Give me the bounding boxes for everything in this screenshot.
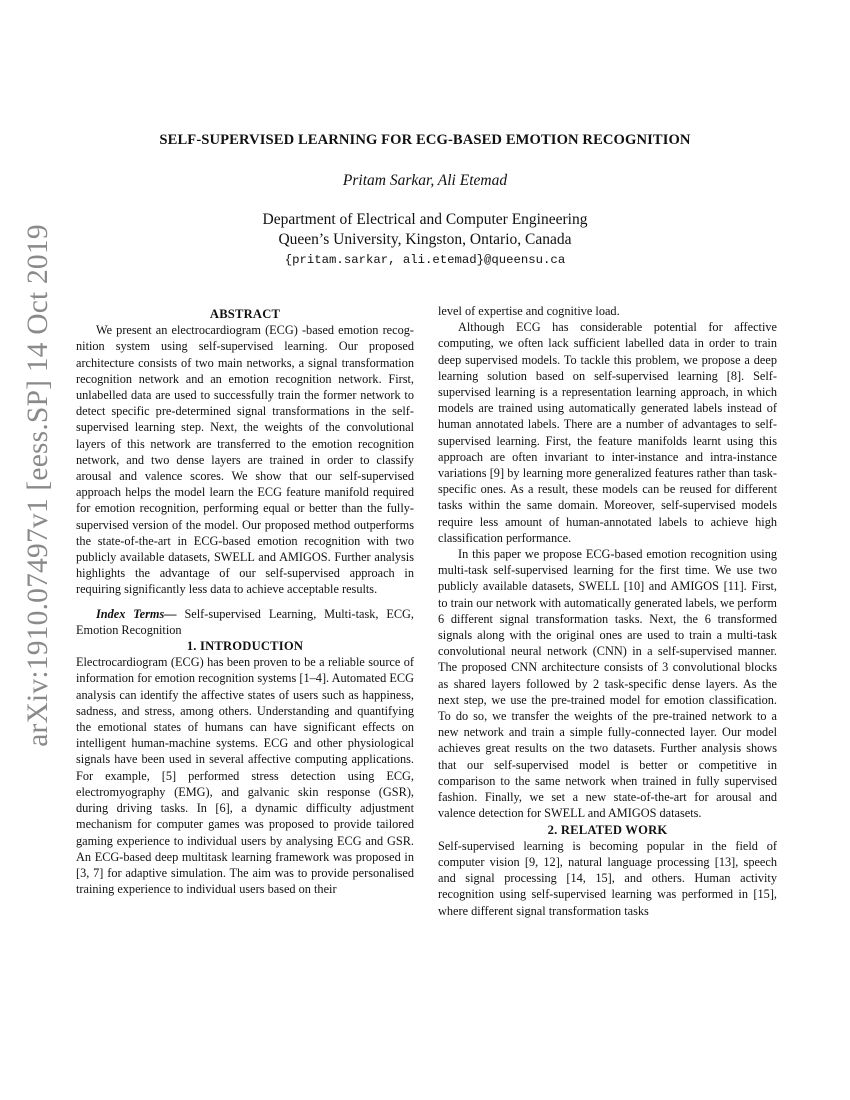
right-column	[438, 303, 777, 919]
related-work-paragraph-1: Self-supervised learning is becoming popular in the field of computer vision [9, 12], natural language processing [13], speech and signal processing [14, 15], and others. Human activity recognition using self-supervised learning was performed in [15], where different signal transformation tasks	[438, 838, 777, 918]
introduction-paragraph-1: Electrocardiogram (ECG) has been proven to be a reliable source of information for emotion recognition systems [1–4]. Automated ECG analysis can identify the affective states of users such as happiness, sadness, and stress, among others. Understanding and quantifying the emotional states of humans can have significant effects on intelligent human-machine systems. ECG and other physiological signals have been used in several affective computing applications. For example, [5] performed stress detection using ECG, electromyography (EMG), and galvanic skin response (GSR), during driving tasks. In [6], a dynamic difficulty adjustment mechanism for computer games was proposed to provide tailored gaming experience to individual users by analysing ECG and GSR. An ECG-based deep multitask learning framework was proposed in [3, 7] for adaptive simulation. The aim was to provide personalised training experience to individual users based on their	[76, 655, 414, 897]
introduction-paragraph-3: In this paper we propose ECG-based emotion recognition using multi-task self-supervised learning for the first time. We use two publicly available datasets, SWELL [10] and AMIGOS [11]. First, to train our network with automatically generated labels, we perform 6 different signal transformation tasks. Next, the 6 transformed signals along with the original ones are used to train a multi-task convolutional neural network (CNN) in a self-supervised manner. The proposed CNN architecture consists of 3 convolutional blocks as shared layers followed by 2 task-specific dense layers. As the next step, we use the pre-trained model for emotion classification. To do so, we transfer the weights of the pre-trained network to a new network and train a simple fully-connected layer. Our model achieves great results on the two datasets. Further analysis shows that our self-supervised model is better or competitive in comparison to the same network when trained in fully supervised fashion. Finally, we set a new state-of-the-art for arousal and valence detection for SWELL and AMIGOS datasets.	[438, 547, 777, 821]
index-terms-label: Index Terms—	[96, 606, 177, 621]
introduction-paragraph-2: Although ECG has considerable potential for affective computing, we often lack sufficient labelled data in order to train deep supervised models. To tackle this problem, we propose a deep learning solution based on self-supervised learning [8]. Self-supervised learning is a representation learning approach, in which models are trained using automatically generated labels instead of human annotated labels. There are a number of advantages to self-supervised learning. First, the feature manifolds learnt using this approach are often invariant to inter-instance and intra-instance variations [9] by learning more generalized features rather than task-specific ones. As a result, these models can be reused for different tasks within the same domain. Moreover, self-supervised models require less amount of human-annotated labels to achieve high classification performance.	[438, 320, 777, 545]
introduction-heading: 1. INTRODUCTION	[186, 639, 304, 654]
abstract-heading: ABSTRACT	[209, 307, 281, 321]
related-work-heading: 2. RELATED WORK	[547, 822, 668, 837]
arxiv-identifier-stamp	[18, 223, 58, 747]
paper-title: SELF-SUPERVISED LEARNING FOR ECG-BASED EMOTION RECOGNITION	[159, 132, 691, 148]
affiliation-department: Department of Electrical and Computer Engineering	[262, 211, 588, 228]
author-affiliation	[60, 210, 790, 250]
abstract-text: We present an electrocardiogram (ECG) -based emotion recognition system using self-supervised learning. Our proposed architecture consists of two main networks, a signal transformation recognition network and an emotion recognition network. First, unlabelled data are used to successfully train the former network to detect specific pre-determined signal transformations in the self-supervised learning step. Next, the weights of the convolutional layers of this network are transferred to the emotion recognition network, and two dense layers are trained in order to classify arousal and valence scores. We show that our self-supervised approach helps the model learn the ECG feature manifold required for emotion recognition, performing equal or better than the fully-supervised version of the model. Our proposed method outperforms the state-of-the-art in ECG-based emotion recognition with two publicly available datasets, SWELL and AMIGOS. Further analysis highlights the advantage of our self-supervised approach in requiring significantly less data to achieve acceptable results.	[76, 323, 414, 597]
affiliation-university: Queen’s University, Kingston, Ontario, Canada	[278, 231, 572, 248]
index-terms-list: Self-supervised Learning, Multi-task, ECG, Emotion Recognition	[76, 606, 415, 637]
author-email: {pritam.sarkar, ali.etemad}@queensu.ca	[284, 253, 566, 267]
arxiv-identifier-text: arXiv:1910.07497v1 [eess.SP] 14 Oct 2019	[21, 223, 54, 747]
paper-authors: Pritam Sarkar, Ali Etemad	[342, 172, 508, 189]
index-terms	[76, 606, 414, 638]
introduction-paragraph-1-continued: level of expertise and cognitive load.	[438, 304, 620, 318]
left-column	[76, 306, 414, 897]
